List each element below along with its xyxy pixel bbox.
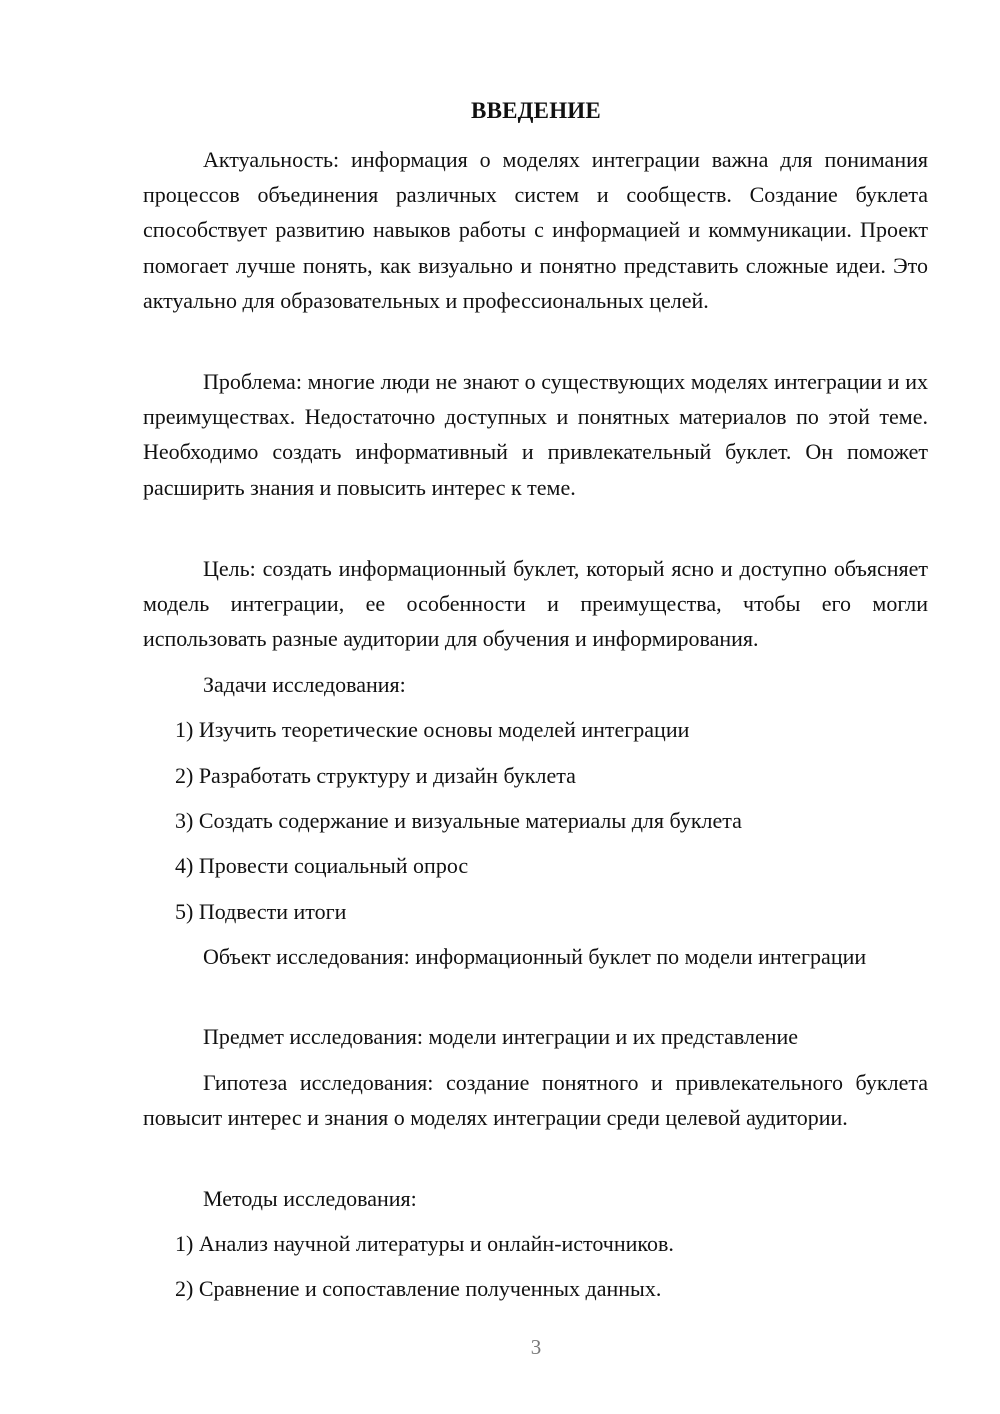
task-item-2: 2) Разработать структуру и дизайн буклета xyxy=(175,763,576,788)
tasks-heading: Задачи исследования: xyxy=(203,672,406,697)
goal-paragraph: Цель: создать информационный буклет, который ясно и доступно объясняет модель интеграции, ее особенности и преимущества, чтобы его могли использовать разные аудитории для обучения и информирования. xyxy=(143,556,928,652)
task-item-5: 5) Подвести итоги xyxy=(175,899,347,924)
page-number: 3 xyxy=(530,1335,542,1359)
method-item-2: 2) Сравнение и сопоставление полученных данных. xyxy=(175,1276,662,1301)
problem-paragraph: Проблема: многие люди не знают о существующих моделях интеграции и их преимуществах. Недостаточно доступных и понятных материалов по этой теме. Необходимо создать информативный и привлекательный буклет. Он поможет расширить знания и повысить интерес к теме. xyxy=(143,369,928,500)
subject-paragraph: Предмет исследования: модели интеграции и их представление xyxy=(203,1024,799,1049)
methods-heading: Методы исследования: xyxy=(203,1186,417,1211)
task-item-3: 3) Создать содержание и визуальные материалы для буклета xyxy=(175,808,742,833)
object-paragraph: Объект исследования: информационный буклет по модели интеграции xyxy=(203,944,867,969)
relevance-paragraph: Актуальность: информация о моделях интеграции важна для понимания процессов объединения различных систем и сообществ. Создание буклета способствует развитию навыков работы с информацией и коммуникации. Проект помогает лучше понять, как визуально и понятно представить сложные идеи. Это актуально для образовательных и профессиональных целей. xyxy=(143,147,928,313)
section-title: ВВЕДЕНИЕ xyxy=(471,98,601,123)
task-item-1: 1) Изучить теоретические основы моделей интеграции xyxy=(175,717,690,742)
method-item-1: 1) Анализ научной литературы и онлайн-источников. xyxy=(175,1231,674,1256)
hypothesis-paragraph: Гипотеза исследования: создание понятного и привлекательного буклета повысит интерес и знания о моделях интеграции среди целевой аудитории. xyxy=(143,1070,928,1131)
task-item-4: 4) Провести социальный опрос xyxy=(175,853,469,878)
